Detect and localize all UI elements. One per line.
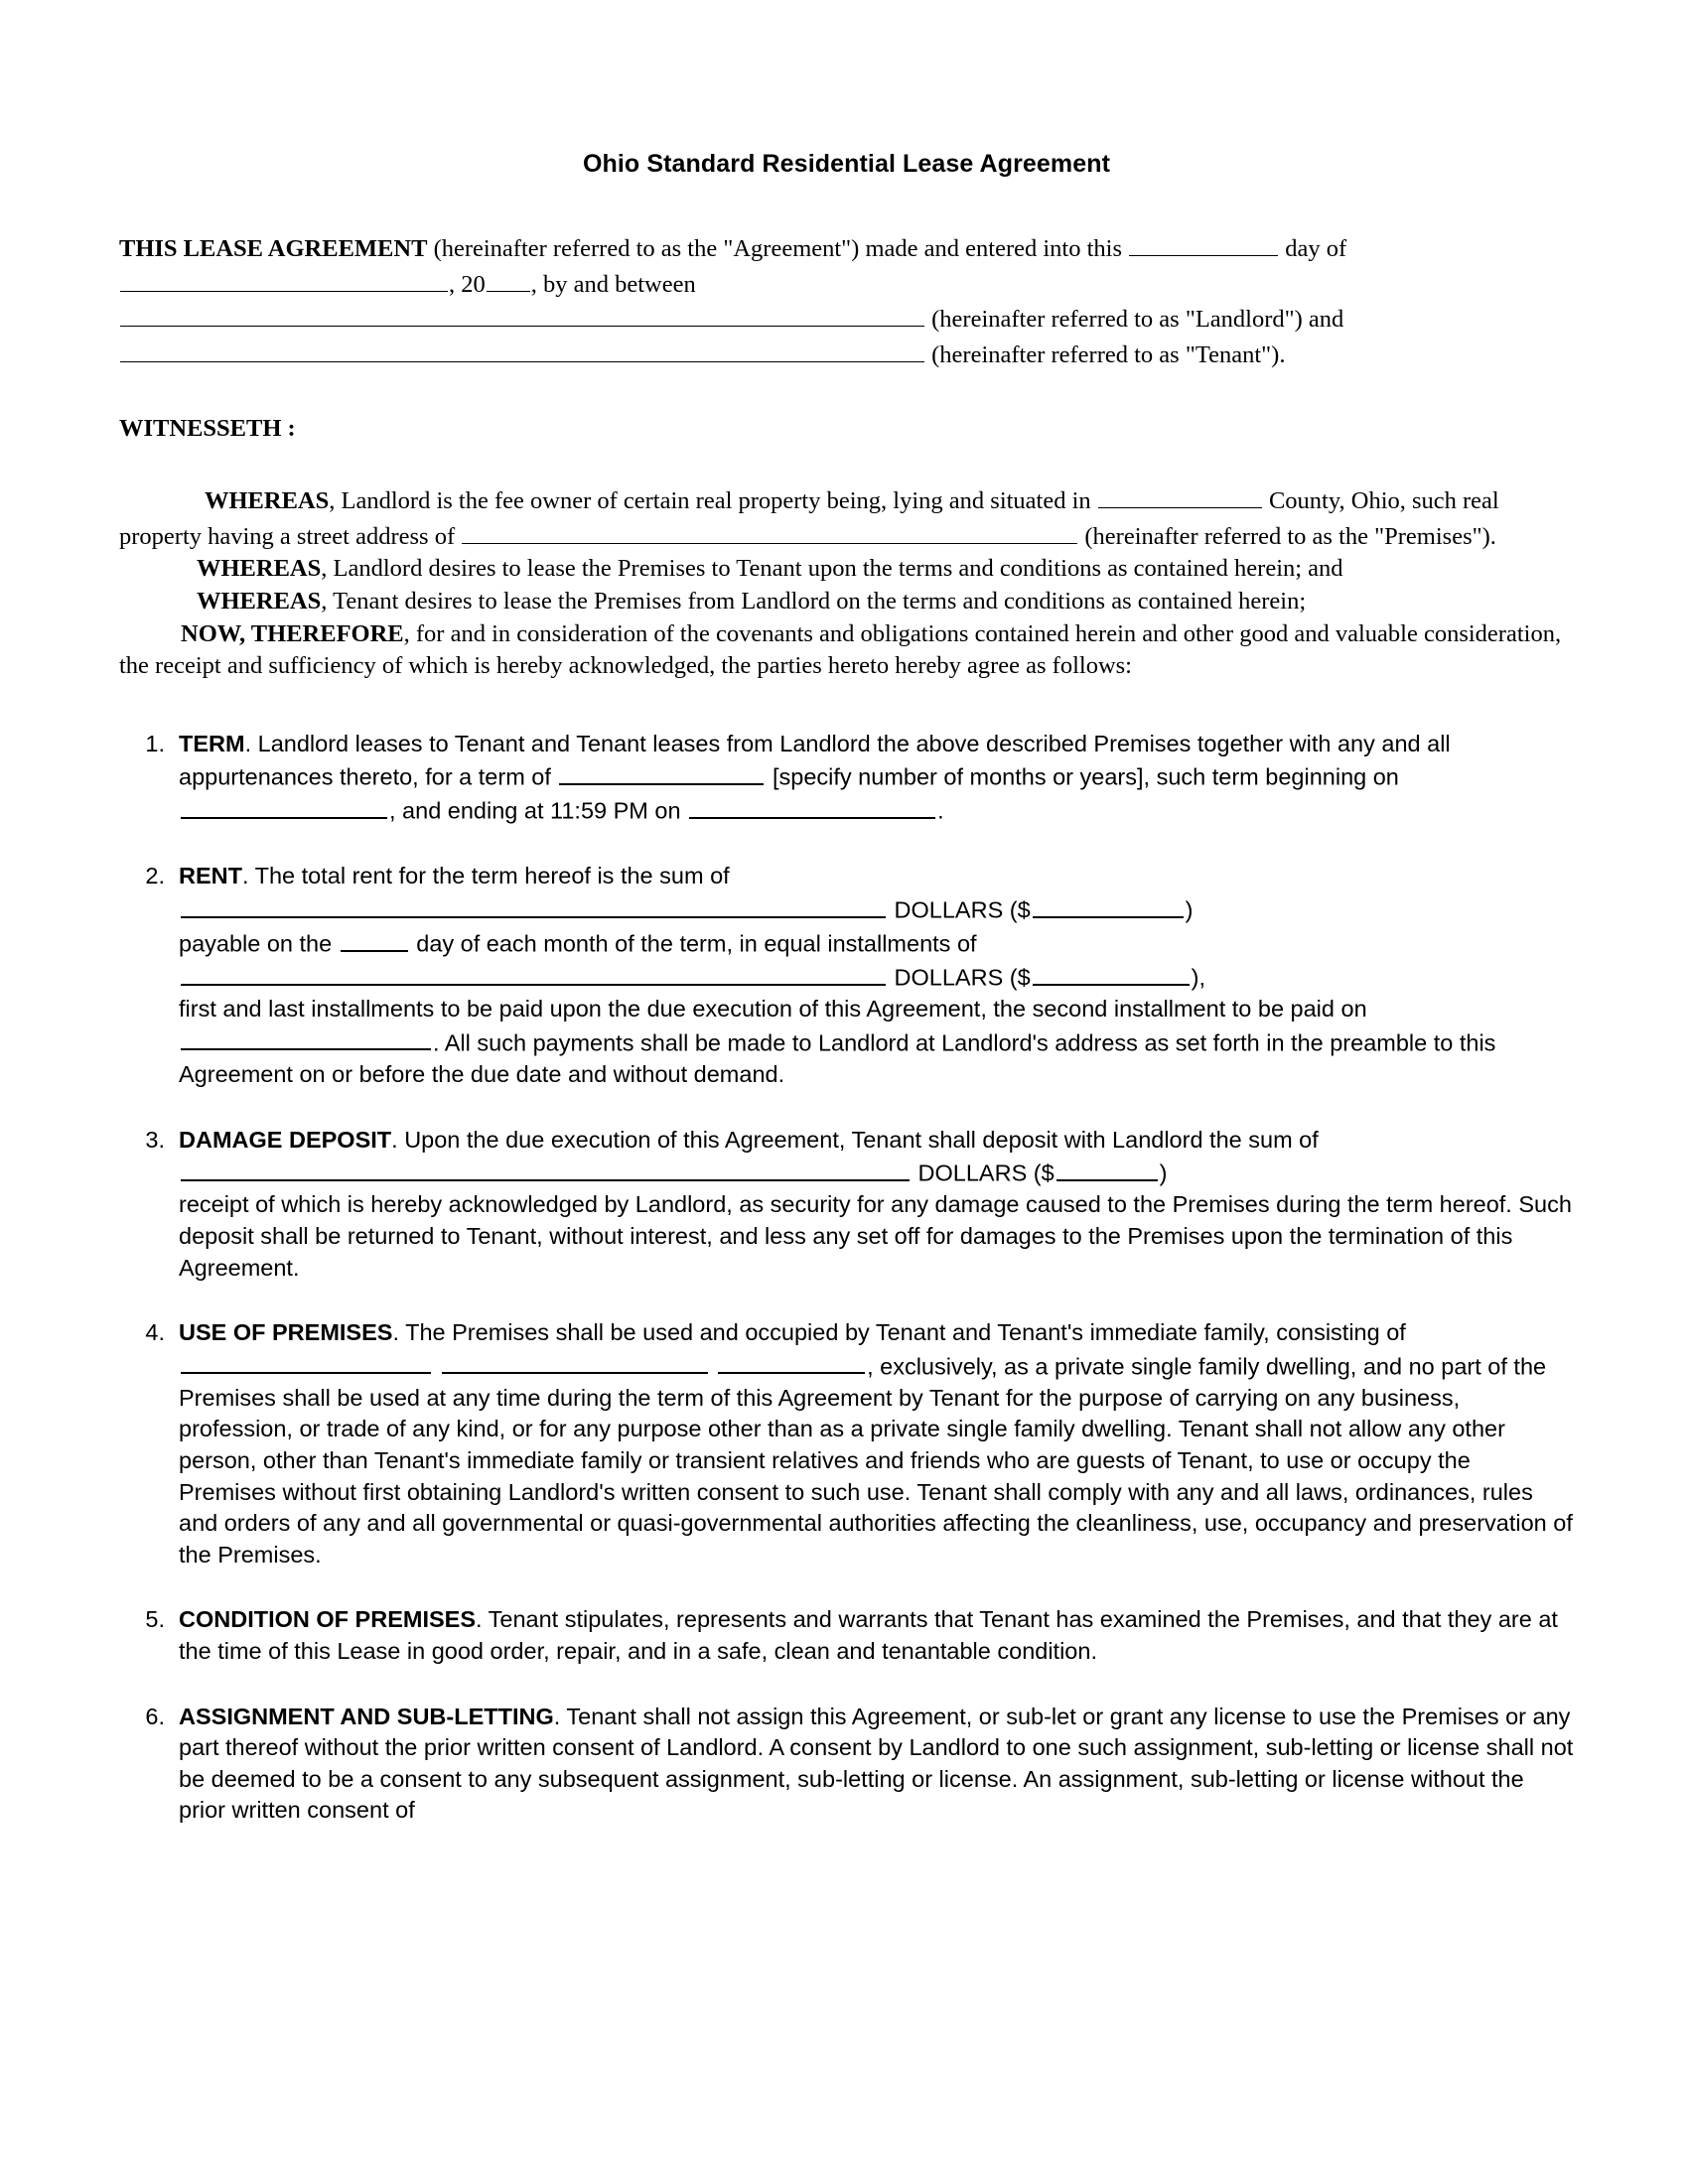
clause-term-t3: , and ending at 11:59 PM on	[389, 797, 688, 824]
witnesseth-heading: WITNESSETH :	[119, 415, 296, 443]
term-length-blank[interactable]	[559, 759, 764, 785]
clause-assignment-sub-letting	[119, 1702, 1574, 1827]
installment-words-blank[interactable]	[181, 960, 886, 986]
occupant-blank-2[interactable]	[442, 1349, 708, 1375]
page-title: Ohio Standard Residential Lease Agreement	[582, 150, 1111, 178]
clause-use-t2: , exclusively, as a private single family dwelling, and no part of the Premises shall be used at any time during the term of this Agreement by Tenant for the purpose of carrying on any business, profession, or trade of any kind, or for any purpose other than as a private single family dwelling. Tenant shall not allow any other person, other than Tenant's immediate family or transient relatives and friends who are guests of Tenant, to use or occupy the Premises without first obtaining Landlord's written consent to such use. Tenant shall comply with any and all laws, ordinances, rules and orders of any and all governmental or quasi-governmental authorities affecting the cleanliness, use, occupancy and preservation of the Premises.	[179, 1353, 1573, 1568]
clause-rent-t3: )	[1185, 896, 1194, 923]
clause-rent-t4: payable on the	[179, 930, 339, 957]
clause-number: 4.	[145, 1319, 165, 1346]
clause-body	[179, 1317, 1574, 1570]
clause-body	[179, 1125, 1574, 1284]
deposit-words-blank[interactable]	[181, 1156, 910, 1181]
clause-rent-t5: day of each month of the term, in equal installments of	[409, 930, 977, 957]
whereas-paragraph-2	[119, 553, 1574, 586]
whereas-paragraph-3	[119, 586, 1574, 618]
clause-rent-t9: . All such payments shall be made to Landlord at Landlord's address as set forth in the preamble to this Agreement on or before the due date and without demand.	[179, 1029, 1496, 1088]
installment-amount-blank[interactable]	[1033, 960, 1190, 986]
deposit-line-1	[179, 1125, 1574, 1190]
clause-use-of-premises	[119, 1317, 1574, 1570]
whereas-1-part3: (hereinafter referred to as the "Premises").	[1084, 522, 1496, 550]
rent-line-2	[179, 892, 1574, 926]
lease-agreement-lead: THIS LEASE AGREEMENT	[119, 234, 428, 262]
rent-line-1	[179, 861, 1574, 892]
clause-body	[179, 1702, 1574, 1827]
clause-body	[179, 729, 1574, 828]
term-begin-date-blank[interactable]	[181, 793, 387, 819]
clause-title-condition-of-premises: CONDITION OF PREMISES	[179, 1606, 476, 1633]
clause-rent	[119, 861, 1574, 1090]
now-therefore-lead: NOW, THEREFORE	[181, 619, 404, 647]
day-blank[interactable]	[1129, 230, 1278, 256]
tenant-line	[119, 337, 1574, 372]
clause-term-t2: [specify number of months or years], such term beginning on	[766, 763, 1399, 790]
preamble-line-1	[119, 230, 1574, 266]
rent-line-5	[179, 994, 1574, 1090]
street-address-blank[interactable]	[462, 518, 1077, 544]
clause-deposit-t1: . Upon the due execution of this Agreement, Tenant shall deposit with Landlord the sum of	[391, 1126, 1319, 1153]
clause-rent-t8: first and last installments to be paid upon the due execution of this Agreement, the second installment to be paid on	[179, 996, 1367, 1023]
occupant-blank-1[interactable]	[181, 1349, 431, 1375]
whereas-1-lead: WHEREAS	[205, 487, 330, 515]
whereas-block	[119, 482, 1574, 682]
clause-number: 5.	[145, 1606, 165, 1633]
clause-deposit-t4: receipt of which is hereby acknowledged by Landlord, as security for any damage caused to the Premises during the term hereof. Such deposit shall be returned to Tenant, without interest, and less any set off for damages to the Premises upon the termination of this Agreement.	[179, 1191, 1572, 1281]
preamble-block	[119, 230, 1574, 371]
preamble-line-2-tail: , by and between	[530, 270, 696, 298]
clause-term-t1: . Landlord leases to Tenant and Tenant leases from Landlord the above described Premises together with any and all appurtenances thereto, for a term of	[179, 730, 1451, 790]
now-therefore-paragraph	[119, 618, 1574, 683]
clause-title-damage-deposit: DAMAGE DEPOSIT	[179, 1126, 392, 1153]
total-rent-amount-blank[interactable]	[1033, 892, 1184, 918]
rent-due-day-blank[interactable]	[341, 926, 408, 952]
preamble-line-2	[119, 266, 1574, 302]
whereas-3-text: , Tenant desires to lease the Premises from Landlord on the terms and conditions as contained herein;	[321, 587, 1307, 614]
term-end-date-blank[interactable]	[689, 793, 935, 819]
clause-number: 6.	[145, 1703, 165, 1729]
clause-damage-deposit	[119, 1125, 1574, 1284]
occupant-blank-3[interactable]	[718, 1349, 865, 1375]
clause-body	[179, 1604, 1574, 1667]
clause-number: 2.	[145, 863, 165, 889]
document-content	[119, 149, 1574, 1849]
clause-rent-t6: DOLLARS ($	[894, 964, 1031, 991]
second-installment-date-blank[interactable]	[181, 1025, 431, 1051]
clause-deposit-t2: DOLLARS ($	[912, 1160, 1055, 1186]
landlord-name-blank[interactable]	[120, 301, 924, 327]
clause-condition-of-premises	[119, 1604, 1574, 1667]
year-blank[interactable]	[487, 266, 530, 292]
preamble-line-1-text: (hereinafter referred to as the "Agreement") made and entered into this	[427, 234, 1129, 262]
now-therefore-text: , for and in consideration of the covenants and obligations contained herein and other good and valuable consideration, the receipt and sufficiency of which is hereby acknowledged, the parties hereto hereby agree as follows:	[119, 619, 1562, 680]
month-blank[interactable]	[120, 266, 448, 292]
clause-deposit-t3: )	[1159, 1160, 1168, 1186]
whereas-2-text: , Landlord desires to lease the Premises to Tenant upon the terms and conditions as contained herein; and	[321, 555, 1343, 583]
whereas-1-part1: , Landlord is the fee owner of certain real property being, lying and situated in	[329, 487, 1097, 515]
rent-line-4	[179, 960, 1574, 994]
tenant-line-tail: (hereinafter referred to as "Tenant").	[931, 341, 1286, 368]
landlord-line	[119, 301, 1574, 337]
clause-number: 3.	[145, 1126, 165, 1153]
clause-term	[119, 729, 1574, 828]
clause-body	[179, 861, 1574, 1090]
whereas-2-lead: WHEREAS	[197, 555, 322, 583]
deposit-line-2	[179, 1189, 1574, 1284]
clause-condition-t1: . Tenant stipulates, represents and warrants that Tenant has examined the Premises, and that they are at the time of this Lease in good order, repair, and in a safe, clean and tenantable condition.	[179, 1606, 1558, 1664]
clause-term-t4: .	[937, 797, 944, 824]
clause-number: 1.	[145, 730, 165, 756]
deposit-amount-blank[interactable]	[1056, 1156, 1158, 1181]
clause-list	[119, 729, 1574, 1827]
tenant-name-blank[interactable]	[120, 337, 924, 362]
county-blank[interactable]	[1098, 482, 1262, 508]
whereas-paragraph-1	[119, 482, 1574, 553]
clause-title-term: TERM	[179, 730, 245, 756]
clause-rent-t2: DOLLARS ($	[894, 896, 1031, 923]
clause-use-t1: . The Premises shall be used and occupied by Tenant and Tenant's immediate family, consisting of	[392, 1319, 1406, 1346]
clause-title-use-of-premises: USE OF PREMISES	[179, 1319, 393, 1346]
landlord-line-tail: (hereinafter referred to as "Landlord") and	[931, 306, 1344, 334]
clause-assignment-t1: . Tenant shall not assign this Agreement, or sub-let or grant any license to use the Premises or any part thereof without the prior written consent of Landlord. A consent by Landlord to one such assignment, sub-letting or license shall not be deemed to be a consent to any subsequent assignment, sub-letting or license. An assignment, sub-letting or license without the prior written consent of	[179, 1703, 1574, 1824]
clause-title-assignment: ASSIGNMENT AND SUB-LETTING	[179, 1703, 554, 1729]
clause-rent-t1: . The total rent for the term hereof is the sum of	[241, 863, 730, 889]
rent-line-3	[179, 926, 1574, 960]
total-rent-words-blank[interactable]	[181, 892, 886, 918]
preamble-line-1-tail: day of	[1279, 234, 1347, 262]
clause-title-rent: RENT	[179, 863, 242, 889]
whereas-1-part2: County, Ohio, such real property having a street address of	[119, 487, 1499, 550]
clause-rent-t7: ),	[1191, 964, 1206, 991]
whereas-3-lead: WHEREAS	[197, 587, 322, 614]
year-prefix: , 20	[449, 270, 486, 298]
